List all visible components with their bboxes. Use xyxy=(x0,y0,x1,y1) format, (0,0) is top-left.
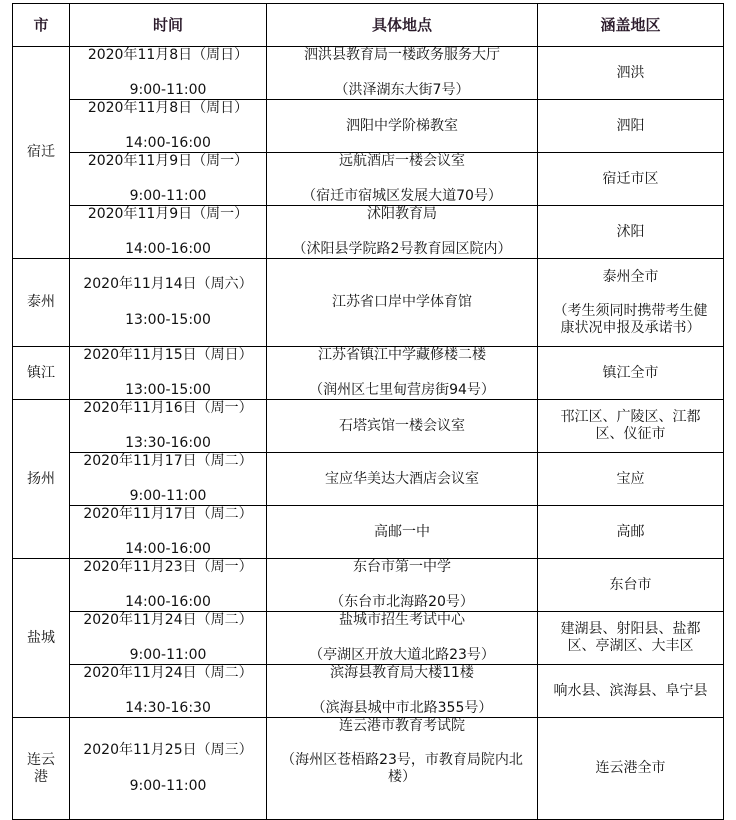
address-text: （沭阳县学院路2号教育园区院内） xyxy=(292,241,512,257)
time-cell xyxy=(70,206,267,259)
coverage-cell: 镇江全市 xyxy=(538,347,724,400)
date-text: 2020年11月8日（周日） xyxy=(87,47,249,63)
address-text: （东台市北海路20号） xyxy=(330,594,474,610)
city-cell: 扬州 xyxy=(13,400,70,559)
table-row xyxy=(13,612,724,665)
city-cell: 连云港 xyxy=(13,718,70,820)
location-cell: 高邮一中 xyxy=(267,506,538,559)
table-row xyxy=(13,400,724,453)
coverage-cell: 沭阳 xyxy=(538,206,724,259)
date-text: 2020年11月14日（周六） xyxy=(83,276,253,292)
date-text: 2020年11月17日（周二） xyxy=(83,453,253,469)
exam-schedule-table xyxy=(12,3,724,820)
coverage-cell: 邗江区、广陵区、江都区、仪征市 xyxy=(538,400,724,453)
time-cell xyxy=(70,153,267,206)
time-text: 14:00-16:00 xyxy=(125,541,211,557)
time-text: 14:30-16:30 xyxy=(125,700,211,716)
coverage-cell: 建湖县、射阳县、盐都区、亭湖区、大丰区 xyxy=(538,612,724,665)
place-text: 盐城市招生考试中心 xyxy=(339,612,465,628)
table-row xyxy=(13,100,724,153)
date-text: 2020年11月15日（周日） xyxy=(83,347,253,363)
table-row xyxy=(13,47,724,100)
coverage-cell xyxy=(538,259,724,347)
table-row xyxy=(13,153,724,206)
table-row xyxy=(13,347,724,400)
time-cell xyxy=(70,612,267,665)
place-text: 泗洪县教育局一楼政务服务大厅 xyxy=(304,47,500,63)
date-text: 2020年11月16日（周一） xyxy=(83,400,253,416)
date-text: 2020年11月17日（周二） xyxy=(83,506,253,522)
date-text: 2020年11月9日（周一） xyxy=(87,153,249,169)
location-cell xyxy=(267,612,538,665)
city-cell: 镇江 xyxy=(13,347,70,400)
coverage-note: （考生须同时携带考生健康状况申报及承诺书） xyxy=(553,302,708,336)
coverage-cell: 响水县、滨海县、阜宁县 xyxy=(538,665,724,718)
time-text: 14:00-16:00 xyxy=(125,135,211,151)
table-row xyxy=(13,206,724,259)
location-cell xyxy=(267,559,538,612)
location-cell: 泗阳中学阶梯教室 xyxy=(267,100,538,153)
time-text: 14:00-16:00 xyxy=(125,594,211,610)
header-location: 具体地点 xyxy=(267,4,538,47)
city-cell: 盐城 xyxy=(13,559,70,718)
location-cell: 石塔宾馆一楼会议室 xyxy=(267,400,538,453)
address-text: （宿迁市宿城区发展大道70号） xyxy=(302,188,502,204)
date-text: 2020年11月24日（周二） xyxy=(83,665,253,681)
date-text: 2020年11月8日（周日） xyxy=(87,100,249,116)
table-row xyxy=(13,506,724,559)
location-cell xyxy=(267,665,538,718)
location-cell xyxy=(267,47,538,100)
time-cell xyxy=(70,506,267,559)
header-time: 时间 xyxy=(70,4,267,47)
table-row xyxy=(13,559,724,612)
coverage-cell: 泗洪 xyxy=(538,47,724,100)
location-cell xyxy=(267,206,538,259)
time-text: 13:00-15:00 xyxy=(125,312,211,328)
time-cell xyxy=(70,100,267,153)
address-text: （海州区苍梧路23号，市教育局院内北楼） xyxy=(281,752,523,785)
coverage-cell: 宿迁市区 xyxy=(538,153,724,206)
coverage-cell: 东台市 xyxy=(538,559,724,612)
time-text: 9:00-11:00 xyxy=(129,188,207,204)
place-text: 滨海县教育局大楼11楼 xyxy=(330,665,474,681)
date-text: 2020年11月24日（周二） xyxy=(83,612,253,628)
coverage-cell: 宝应 xyxy=(538,453,724,506)
time-cell xyxy=(70,718,267,820)
table-row xyxy=(13,259,724,347)
coverage-text: 泰州全市 xyxy=(602,268,659,285)
address-text: （亭湖区开放大道北路23号） xyxy=(309,647,495,663)
coverage-cell: 高邮 xyxy=(538,506,724,559)
place-text: 连云港市教育考试院 xyxy=(339,718,465,734)
time-cell xyxy=(70,347,267,400)
time-text: 9:00-11:00 xyxy=(129,82,207,98)
time-cell xyxy=(70,259,267,347)
place-text: 沭阳教育局 xyxy=(367,206,437,222)
table-row xyxy=(13,453,724,506)
location-cell: 宝应华美达大酒店会议室 xyxy=(267,453,538,506)
time-text: 9:00-11:00 xyxy=(129,488,207,504)
table-row xyxy=(13,718,724,820)
time-cell xyxy=(70,47,267,100)
address-text: （滨海县城中市北路355号） xyxy=(311,700,493,716)
address-text: （润州区七里甸营房街94号） xyxy=(309,382,495,398)
location-cell: 江苏省口岸中学体育馆 xyxy=(267,259,538,347)
time-text: 9:00-11:00 xyxy=(129,647,207,663)
coverage-cell: 连云港全市 xyxy=(538,718,724,820)
time-text: 14:00-16:00 xyxy=(125,241,211,257)
time-cell xyxy=(70,453,267,506)
location-cell xyxy=(267,153,538,206)
coverage-cell: 泗阳 xyxy=(538,100,724,153)
time-cell xyxy=(70,400,267,453)
location-cell xyxy=(267,347,538,400)
city-cell: 宿迁 xyxy=(13,47,70,259)
place-text: 江苏省镇江中学藏修楼二楼 xyxy=(318,347,486,363)
time-cell xyxy=(70,665,267,718)
date-text: 2020年11月9日（周一） xyxy=(87,206,249,222)
header-row xyxy=(13,4,724,47)
time-text: 13:30-16:00 xyxy=(125,435,211,451)
header-coverage: 涵盖地区 xyxy=(538,4,724,47)
time-text: 9:00-11:00 xyxy=(129,778,207,794)
time-text: 13:00-15:00 xyxy=(125,382,211,398)
time-cell xyxy=(70,559,267,612)
date-text: 2020年11月23日（周一） xyxy=(83,559,253,575)
place-text: 东台市第一中学 xyxy=(353,559,451,575)
location-cell xyxy=(267,718,538,820)
date-text: 2020年11月25日（周三） xyxy=(83,742,253,758)
address-text: （洪泽湖东大街7号） xyxy=(334,82,470,98)
place-text: 远航酒店一楼会议室 xyxy=(339,153,465,169)
header-city: 市 xyxy=(13,4,70,47)
table-row xyxy=(13,665,724,718)
city-cell: 泰州 xyxy=(13,259,70,347)
